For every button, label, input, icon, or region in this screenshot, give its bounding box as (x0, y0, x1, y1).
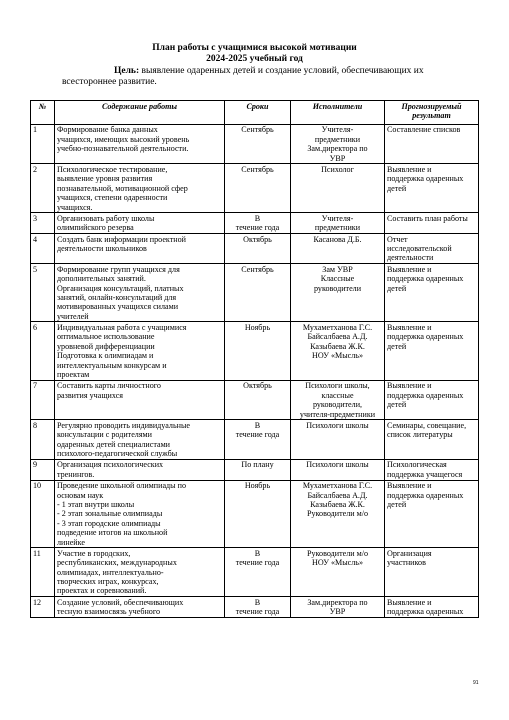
row-result: Составление списков (385, 124, 479, 164)
row-deadline: Сентябрь (225, 164, 291, 213)
row-result: Психологическая поддержка учащегося (385, 459, 479, 480)
row-number: 12 (31, 597, 55, 618)
row-executors: Психолог (291, 164, 385, 213)
row-deadline: Ноябрь (225, 480, 291, 548)
row-result: Выявление и поддержка одаренных детей (385, 480, 479, 548)
table-row (31, 124, 479, 164)
row-executors: Руководители м/о НОУ «Мысль» (291, 548, 385, 597)
row-content: Формирование банка данных учащихся, имеющих высокий уровень учебно-познавательной деятельности. (55, 124, 225, 164)
row-executors: Зам УВР Классные руководители (291, 264, 385, 322)
table-row (31, 480, 479, 548)
row-deadline: В течение года (225, 213, 291, 234)
row-content: Создать банк информации проектной деятельности школьников (55, 234, 225, 264)
row-content: Составить карты личностного развития учащихся (55, 380, 225, 420)
row-executors: Мухаметханова Г.С. Байсалбаева А.Д. Казыбаева Ж.К. Руководители м/о (291, 480, 385, 548)
table-row (31, 213, 479, 234)
row-content: Регулярно проводить индивидуальные консультации с родителями одаренных детей специалистами психолого-педагогической службы (55, 420, 225, 460)
row-content: Организация психологических тренингов. (55, 459, 225, 480)
row-executors: Зам.директора по УВР (291, 597, 385, 618)
table-row (31, 164, 479, 213)
document-title: План работы с учащимися высокой мотивации (152, 43, 357, 53)
row-number: 5 (31, 264, 55, 322)
row-result: Выявление и поддержка одаренных детей (385, 164, 479, 213)
row-deadline: Ноябрь (225, 322, 291, 380)
goal-text-continued: всестороннее развитие. (62, 77, 157, 87)
row-number: 11 (31, 548, 55, 597)
row-content: Индивидуальная работа с учащимися оптимальное использование уровневой дифференциации Подготовка к олимпиадам и интеллектуальным конкурсам и проектам (55, 322, 225, 380)
row-result: Отчет исследовательской деятельности (385, 234, 479, 264)
row-deadline: Октябрь (225, 234, 291, 264)
row-executors: Психологи школы (291, 459, 385, 480)
goal-statement (62, 66, 462, 88)
row-executors: Касанова Д.Б. (291, 234, 385, 264)
row-deadline: Сентябрь (225, 124, 291, 164)
row-number: 2 (31, 164, 55, 213)
row-result: Семинары, совещание, список литературы (385, 420, 479, 460)
goal-label: Цель: (114, 66, 140, 76)
row-result: Организация участников (385, 548, 479, 597)
row-result: Выявление и поддержка одаренных (385, 597, 479, 618)
row-content: Формирование групп учащихся для дополнительных занятий. Организация консультаций, платных занятий, онлайн-консультаций для мотивированных учащихся силами учителей (55, 264, 225, 322)
row-result: Выявление и поддержка одаренных детей (385, 380, 479, 420)
row-content: Создание условий, обеспечивающих тесную взаимосвязь учебного (55, 597, 225, 618)
goal-text: выявление одаренных детей и создание условий, обеспечивающих их (139, 66, 424, 76)
row-content: Участие в городских, республиканских, международных олимпиадах, интеллектуально- творческих играх, конкурсах, проектах и соревнований. (55, 548, 225, 597)
table-row (31, 459, 479, 480)
row-result: Составить план работы (385, 213, 479, 234)
row-deadline: В течение года (225, 597, 291, 618)
header-deadline: Сроки (225, 101, 291, 125)
row-executors: Мухаметханова Г.С. Байсалбаева А.Д. Казыбаева Ж.К. НОУ «Мысль» (291, 322, 385, 380)
table-row (31, 380, 479, 420)
table-row (31, 420, 479, 460)
row-result: Выявление и поддержка одаренных детей (385, 322, 479, 380)
row-executors: Психологи школы (291, 420, 385, 460)
table-row (31, 597, 479, 618)
table-body (31, 124, 479, 617)
table-row (31, 264, 479, 322)
row-number: 9 (31, 459, 55, 480)
row-executors: Учителя- предметники Зам.директора по УВР (291, 124, 385, 164)
row-number: 3 (31, 213, 55, 234)
row-number: 8 (31, 420, 55, 460)
row-executors: Психологи школы, классные руководители, учителя-предметники (291, 380, 385, 420)
row-content: Проведение школьной олимпиады по основам наук - 1 этап внутри школы - 2 этап зональные олимпиады - 3 этап городские олимпиады подведение итогов на школьной линейке (55, 480, 225, 548)
row-deadline: Октябрь (225, 380, 291, 420)
row-deadline: В течение года (225, 420, 291, 460)
row-content: Организовать работу школы олимпийского резерва (55, 213, 225, 234)
header-executors: Исполнители (291, 101, 385, 125)
page-number: 91 (473, 680, 479, 686)
row-result: Выявление и поддержка одаренных детей (385, 264, 479, 322)
row-deadline: В течение года (225, 548, 291, 597)
table-row (31, 322, 479, 380)
header-content: Содержание работы (55, 101, 225, 125)
row-content: Психологическое тестирование, выявление уровня развития познавательной, мотивационной сфер учащихся, степени одаренности учащихся. (55, 164, 225, 213)
header-result: Прогнозируемый результат (385, 101, 479, 125)
row-executors: Учителя- предметники (291, 213, 385, 234)
table-row (31, 548, 479, 597)
header-number: № (31, 101, 55, 125)
row-deadline: По плану (225, 459, 291, 480)
row-number: 4 (31, 234, 55, 264)
table-row (31, 234, 479, 264)
work-plan-table (30, 100, 479, 618)
row-number: 7 (31, 380, 55, 420)
table-header-row (31, 101, 479, 125)
document-subtitle: 2024-2025 учебный год (206, 54, 303, 64)
row-deadline: Сентябрь (225, 264, 291, 322)
row-number: 6 (31, 322, 55, 380)
row-number: 10 (31, 480, 55, 548)
row-number: 1 (31, 124, 55, 164)
